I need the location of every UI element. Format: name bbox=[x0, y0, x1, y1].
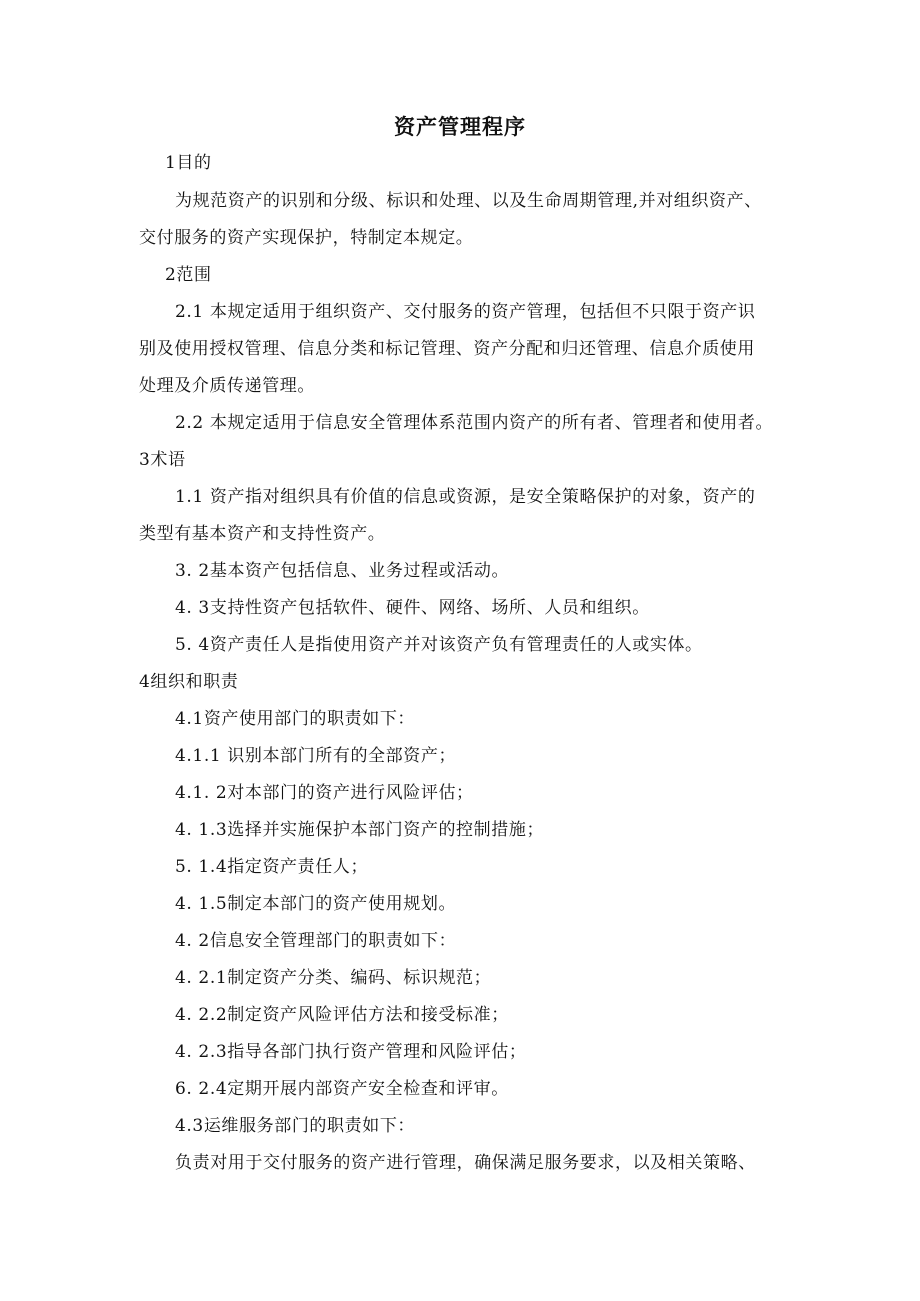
paragraph-line: 4.1.1 识别本部门所有的全部资产； bbox=[175, 746, 457, 766]
paragraph-line: 为规范资产的识别和分级、标识和处理、以及生命周期管理,并对组织资产、 bbox=[175, 191, 762, 211]
heading-organization: 4组织和职责 bbox=[139, 672, 239, 692]
paragraph-line: 4. 2信息安全管理部门的职责如下： bbox=[175, 931, 457, 951]
paragraph-line: 4. 2.2制定资产风险评估方法和接受标准； bbox=[175, 1005, 509, 1025]
paragraph-line: 1.1 资产指对组织具有价值的信息或资源，是安全策略保护的对象，资产的 bbox=[175, 487, 756, 507]
paragraph-line: 4. 1.5制定本部门的资产使用规划。 bbox=[175, 894, 457, 914]
paragraph-line: 4.1资产使用部门的职责如下： bbox=[175, 709, 416, 729]
paragraph-line: 2.2 本规定适用于信息安全管理体系范围内资产的所有者、管理者和使用者。 bbox=[175, 413, 774, 433]
paragraph-line: 6. 2.4定期开展内部资产安全检查和评审。 bbox=[175, 1079, 509, 1099]
paragraph-line: 4. 2.3指导各部门执行资产管理和风险评估； bbox=[175, 1042, 527, 1062]
paragraph-line: 别及使用授权管理、信息分类和标记管理、资产分配和归还管理、信息介质使用 bbox=[139, 339, 755, 359]
paragraph-line: 4.1. 2对本部门的资产进行风险评估； bbox=[175, 783, 474, 803]
paragraph-line: 2.1 本规定适用于组织资产、交付服务的资产管理，包括但不只限于资产识 bbox=[175, 302, 756, 322]
paragraph-line: 4.3运维服务部门的职责如下： bbox=[175, 1116, 416, 1136]
paragraph-line: 4. 1.3选择并实施保护本部门资产的控制措施； bbox=[175, 820, 545, 840]
paragraph-line: 类型有基本资产和支持性资产。 bbox=[139, 524, 386, 544]
paragraph-line: 交付服务的资产实现保护，特制定本规定。 bbox=[139, 228, 474, 248]
paragraph-line: 4. 2.1制定资产分类、编码、标识规范； bbox=[175, 968, 492, 988]
paragraph-line: 处理及介质传递管理。 bbox=[139, 376, 315, 396]
paragraph-line: 5. 1.4指定资产责任人； bbox=[175, 857, 369, 877]
paragraph-line: 5. 4资产责任人是指使用资产并对该资产负有管理责任的人或实体。 bbox=[175, 635, 703, 655]
document-title: 资产管理程序 bbox=[394, 115, 526, 139]
heading-purpose: 1目的 bbox=[165, 153, 212, 173]
heading-scope: 2范围 bbox=[165, 265, 212, 285]
paragraph-line: 4. 3支持性资产包括软件、硬件、网络、场所、人员和组织。 bbox=[175, 598, 650, 618]
heading-terms: 3术语 bbox=[139, 450, 186, 470]
paragraph-line: 3. 2基本资产包括信息、业务过程或活动。 bbox=[175, 561, 510, 581]
paragraph-line: 负责对用于交付服务的资产进行管理，确保满足服务要求，以及相关策略、 bbox=[175, 1153, 756, 1173]
